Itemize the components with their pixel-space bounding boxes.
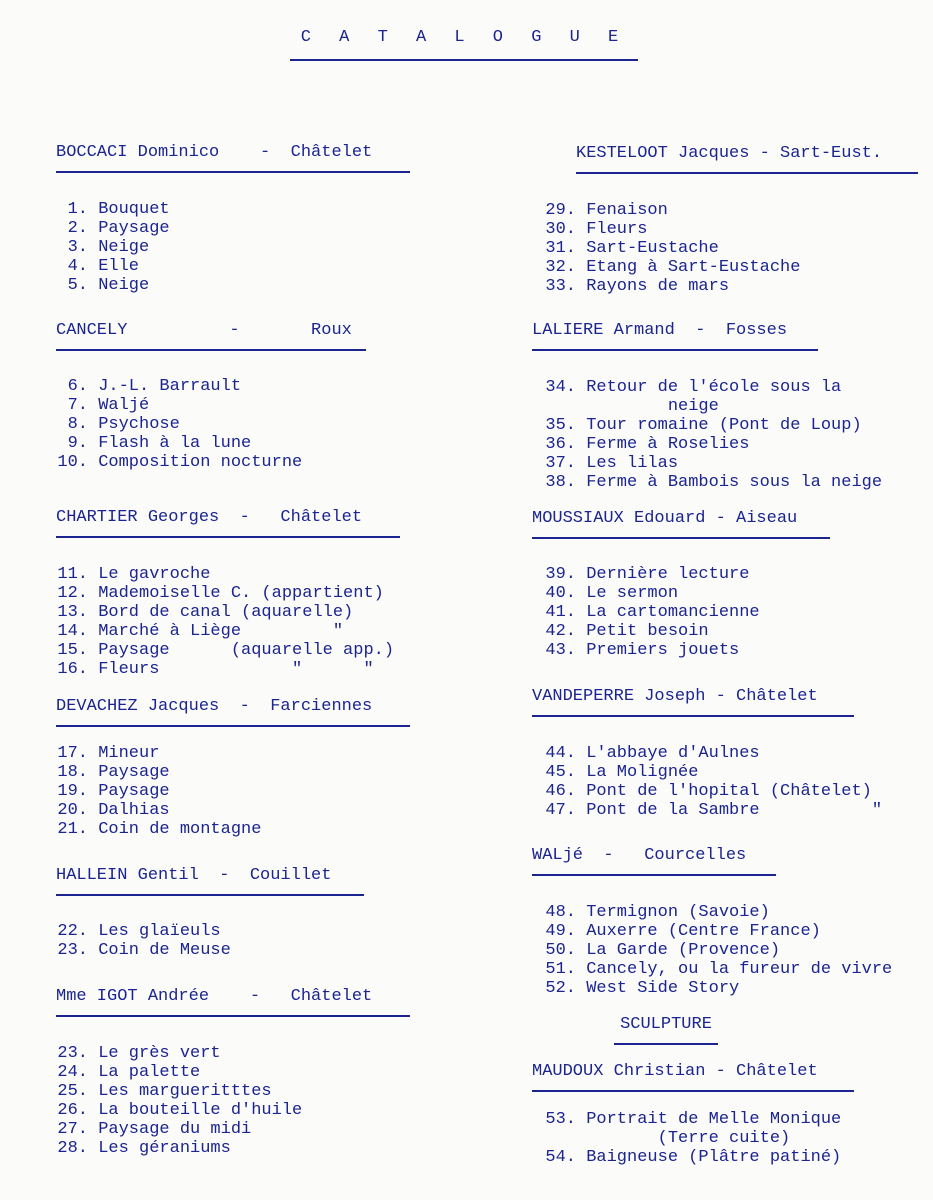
item-title: neige bbox=[586, 397, 719, 416]
artist-header: WALjé - Courcelles bbox=[532, 846, 776, 876]
artist-header: CANCELY - Roux bbox=[56, 321, 366, 351]
item-title: Baigneuse (Plâtre patiné) bbox=[586, 1148, 842, 1167]
list-item bbox=[42, 257, 170, 276]
item-title: Ferme à Bambois sous la neige bbox=[586, 473, 883, 492]
list-item bbox=[42, 744, 261, 763]
artist-header: MAUDOUX Christian - Châtelet bbox=[532, 1062, 854, 1092]
item-title: Coin de Meuse bbox=[98, 941, 231, 960]
list-item bbox=[42, 660, 394, 679]
list-item bbox=[530, 941, 892, 960]
list-item bbox=[530, 603, 760, 622]
item-title: Pont de la Sambre " bbox=[586, 801, 883, 820]
item-title: Petit besoin bbox=[586, 622, 709, 641]
item-number: 34. bbox=[545, 378, 576, 397]
item-number: 27. bbox=[57, 1120, 88, 1139]
item-list bbox=[42, 377, 302, 472]
artist-header: KESTELOOT Jacques - Sart-Eust. bbox=[576, 144, 918, 174]
item-number: 54. bbox=[545, 1148, 576, 1167]
artist-header: HALLEIN Gentil - Couillet bbox=[56, 866, 364, 896]
list-item bbox=[530, 220, 800, 239]
list-item bbox=[530, 454, 882, 473]
item-title: Bord de canal (aquarelle) bbox=[98, 603, 354, 622]
item-title: Psychose bbox=[98, 415, 180, 434]
list-item bbox=[42, 782, 261, 801]
item-title: La cartomancienne bbox=[586, 603, 760, 622]
item-title: Auxerre (Centre France) bbox=[586, 922, 821, 941]
item-number: 26. bbox=[57, 1101, 88, 1120]
item-number: 47. bbox=[545, 801, 576, 820]
list-item bbox=[42, 238, 170, 257]
item-title: La Molignée bbox=[586, 763, 699, 782]
item-number: 44. bbox=[545, 744, 576, 763]
item-list bbox=[42, 744, 261, 839]
item-number: 40. bbox=[545, 584, 576, 603]
artist-header: CHARTIER Georges - Châtelet bbox=[56, 508, 400, 538]
item-number: 17. bbox=[57, 744, 88, 763]
item-title: Marché à Liège " bbox=[98, 622, 344, 641]
list-item bbox=[42, 1139, 302, 1158]
item-number: 8. bbox=[67, 415, 88, 434]
item-number: 15. bbox=[57, 641, 88, 660]
list-item bbox=[530, 378, 882, 397]
list-item bbox=[42, 622, 394, 641]
list-item bbox=[530, 584, 760, 603]
item-title: Mademoiselle C. (appartient) bbox=[98, 584, 384, 603]
item-title: J.-L. Barrault bbox=[98, 377, 242, 396]
item-title: Paysage (aquarelle app.) bbox=[98, 641, 395, 660]
list-item bbox=[530, 641, 760, 660]
item-title: Retour de l'école sous la bbox=[586, 378, 842, 397]
list-item bbox=[530, 416, 882, 435]
item-number: 12. bbox=[57, 584, 88, 603]
list-item bbox=[530, 782, 882, 801]
list-item bbox=[530, 473, 882, 492]
list-item bbox=[530, 565, 760, 584]
item-number: 38. bbox=[545, 473, 576, 492]
list-item bbox=[42, 801, 261, 820]
list-item bbox=[42, 276, 170, 295]
item-list bbox=[42, 565, 394, 679]
item-number: 7. bbox=[67, 396, 88, 415]
item-number: 19. bbox=[57, 782, 88, 801]
item-title: Termignon (Savoie) bbox=[586, 903, 770, 922]
list-item bbox=[42, 1120, 302, 1139]
item-number: 25. bbox=[57, 1082, 88, 1101]
list-item bbox=[530, 1110, 841, 1129]
list-item bbox=[42, 1082, 302, 1101]
list-item bbox=[42, 1101, 302, 1120]
list-item bbox=[42, 820, 261, 839]
item-title: West Side Story bbox=[586, 979, 740, 998]
list-item bbox=[530, 903, 892, 922]
item-number: 1. bbox=[67, 200, 88, 219]
item-number: 39. bbox=[545, 565, 576, 584]
item-list bbox=[42, 922, 231, 960]
list-item bbox=[42, 219, 170, 238]
artist-header: BOCCACI Dominico - Châtelet bbox=[56, 143, 410, 173]
item-number: 30. bbox=[545, 220, 576, 239]
item-number: 51. bbox=[545, 960, 576, 979]
item-number: 45. bbox=[545, 763, 576, 782]
item-number: 11. bbox=[57, 565, 88, 584]
item-title: Fleurs bbox=[586, 220, 648, 239]
list-item bbox=[530, 397, 882, 416]
item-list bbox=[530, 201, 800, 296]
item-number: 46. bbox=[545, 782, 576, 801]
list-item bbox=[530, 801, 882, 820]
item-title: La bouteille d'huile bbox=[98, 1101, 303, 1120]
list-item bbox=[42, 377, 302, 396]
item-title: Le grès vert bbox=[98, 1044, 221, 1063]
item-number: 53. bbox=[545, 1110, 576, 1129]
item-title: Neige bbox=[98, 238, 150, 257]
item-number: 2. bbox=[67, 219, 88, 238]
item-title: Paysage bbox=[98, 763, 170, 782]
artist-header: LALIERE Armand - Fosses bbox=[532, 321, 818, 351]
item-number: 28. bbox=[57, 1139, 88, 1158]
list-item bbox=[42, 763, 261, 782]
item-list bbox=[530, 744, 882, 820]
item-number: 23. bbox=[57, 941, 88, 960]
item-title: Mineur bbox=[98, 744, 160, 763]
item-title: Le gavroche bbox=[98, 565, 211, 584]
item-number: 41. bbox=[545, 603, 576, 622]
list-item bbox=[42, 453, 302, 472]
item-title: L'abbaye d'Aulnes bbox=[586, 744, 760, 763]
item-title: Coin de montagne bbox=[98, 820, 262, 839]
item-number: 16. bbox=[57, 660, 88, 679]
item-title: Etang à Sart-Eustache bbox=[586, 258, 801, 277]
list-item bbox=[42, 565, 394, 584]
item-title: Les lilas bbox=[586, 454, 679, 473]
item-title: Flash à la lune bbox=[98, 434, 252, 453]
item-number: 36. bbox=[545, 435, 576, 454]
item-title: Pont de l'hopital (Châtelet) bbox=[586, 782, 872, 801]
item-number: 21. bbox=[57, 820, 88, 839]
item-number: 31. bbox=[545, 239, 576, 258]
item-title: La Garde (Provence) bbox=[586, 941, 781, 960]
catalogue-title: C A T A L O G U E bbox=[290, 28, 638, 61]
item-title: La palette bbox=[98, 1063, 201, 1082]
item-title: Rayons de mars bbox=[586, 277, 730, 296]
item-title: Le sermon bbox=[586, 584, 679, 603]
item-number: 18. bbox=[57, 763, 88, 782]
item-number: 5. bbox=[67, 276, 88, 295]
item-number: 3. bbox=[67, 238, 88, 257]
list-item bbox=[530, 1129, 841, 1148]
item-number: 32. bbox=[545, 258, 576, 277]
item-title: Sart-Eustache bbox=[586, 239, 719, 258]
item-number: 10. bbox=[57, 453, 88, 472]
list-item bbox=[530, 1148, 841, 1167]
artist-header: VANDEPERRE Joseph - Châtelet bbox=[532, 687, 854, 717]
list-item bbox=[530, 763, 882, 782]
list-item bbox=[530, 277, 800, 296]
item-list bbox=[42, 200, 170, 295]
item-number: 49. bbox=[545, 922, 576, 941]
item-list bbox=[530, 903, 892, 998]
item-title: Dalhias bbox=[98, 801, 170, 820]
item-number: 9. bbox=[67, 434, 88, 453]
item-number: 43. bbox=[545, 641, 576, 660]
list-item bbox=[530, 258, 800, 277]
list-item bbox=[530, 435, 882, 454]
item-list bbox=[530, 565, 760, 660]
list-item bbox=[42, 415, 302, 434]
item-number: 29. bbox=[545, 201, 576, 220]
item-number: 24. bbox=[57, 1063, 88, 1082]
item-title: Ferme à Roselies bbox=[586, 435, 750, 454]
item-title: Tour romaine (Pont de Loup) bbox=[586, 416, 862, 435]
list-item bbox=[42, 396, 302, 415]
item-number: 35. bbox=[545, 416, 576, 435]
artist-header: DEVACHEZ Jacques - Farciennes bbox=[56, 697, 410, 727]
item-title: Paysage bbox=[98, 782, 170, 801]
item-number: 23. bbox=[57, 1044, 88, 1063]
list-item bbox=[530, 922, 892, 941]
item-number: 42. bbox=[545, 622, 576, 641]
list-item bbox=[530, 744, 882, 763]
list-item bbox=[42, 1044, 302, 1063]
list-item bbox=[530, 239, 800, 258]
item-list bbox=[530, 1110, 841, 1167]
item-number: 20. bbox=[57, 801, 88, 820]
list-item bbox=[42, 922, 231, 941]
item-title: Bouquet bbox=[98, 200, 170, 219]
item-title: Les glaïeuls bbox=[98, 922, 221, 941]
item-number: 22. bbox=[57, 922, 88, 941]
item-number: 52. bbox=[545, 979, 576, 998]
item-title: Elle bbox=[98, 257, 140, 276]
list-item bbox=[530, 201, 800, 220]
item-number: 14. bbox=[57, 622, 88, 641]
list-item bbox=[530, 622, 760, 641]
item-title: Waljé bbox=[98, 396, 150, 415]
item-list bbox=[530, 378, 882, 492]
item-number: 4. bbox=[67, 257, 88, 276]
item-list bbox=[42, 1044, 302, 1158]
item-number: 48. bbox=[545, 903, 576, 922]
list-item bbox=[42, 584, 394, 603]
item-title: Fleurs " " bbox=[98, 660, 374, 679]
item-number: 50. bbox=[545, 941, 576, 960]
artist-header: Mme IGOT Andrée - Châtelet bbox=[56, 987, 410, 1017]
item-title: Portrait de Melle Monique bbox=[586, 1110, 842, 1129]
item-title: Neige bbox=[98, 276, 150, 295]
item-number: 33. bbox=[545, 277, 576, 296]
item-title: (Terre cuite) bbox=[586, 1129, 791, 1148]
artist-header: MOUSSIAUX Edouard - Aiseau bbox=[532, 509, 830, 539]
item-number: 13. bbox=[57, 603, 88, 622]
item-title: Premiers jouets bbox=[586, 641, 740, 660]
item-title: Paysage du midi bbox=[98, 1120, 252, 1139]
item-title: Fenaison bbox=[586, 201, 668, 220]
list-item bbox=[42, 1063, 302, 1082]
item-title: Composition nocturne bbox=[98, 453, 303, 472]
list-item bbox=[42, 200, 170, 219]
item-title: Cancely, ou la fureur de vivre bbox=[586, 960, 893, 979]
list-item bbox=[42, 941, 231, 960]
item-title: Les géraniums bbox=[98, 1139, 231, 1158]
item-title: Dernière lecture bbox=[586, 565, 750, 584]
item-number: 6. bbox=[67, 377, 88, 396]
item-title: Paysage bbox=[98, 219, 170, 238]
list-item bbox=[42, 641, 394, 660]
list-item bbox=[530, 960, 892, 979]
list-item bbox=[530, 979, 892, 998]
sculpture-header: SCULPTURE bbox=[614, 1015, 718, 1045]
list-item bbox=[42, 603, 394, 622]
item-number: 37. bbox=[545, 454, 576, 473]
list-item bbox=[42, 434, 302, 453]
item-title: Les margueritttes bbox=[98, 1082, 272, 1101]
